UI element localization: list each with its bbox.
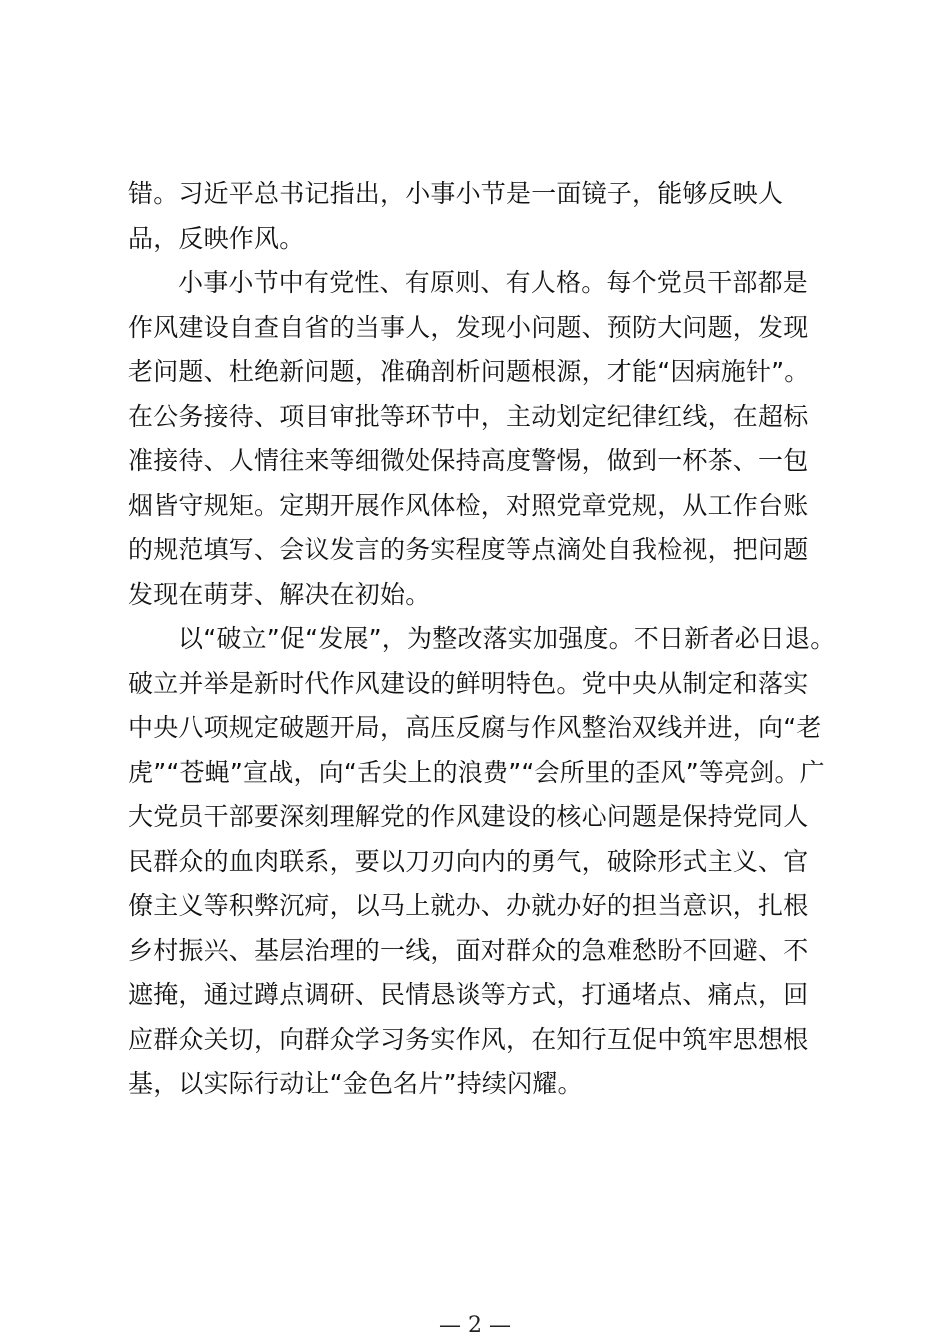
text-line: 烟皆守规矩。定期开展作风体检，对照党章党规，从工作台账 — [128, 490, 809, 520]
text-line: 品，反映作风。 — [128, 223, 305, 253]
text-line: 中央八项规定破题开局，高压反腐与作风整治双线并进，向“老 — [128, 713, 822, 742]
text-line: 发现在萌芽、解决在初始。 — [128, 579, 431, 609]
text-line: 破立并举是新时代作风建设的鲜明特色。党中央从制定和落实 — [128, 668, 809, 698]
text-line: 老问题、杜绝新问题，准确剖析问题根源，才能“因病施针”。 — [128, 357, 810, 386]
text-line: 的规范填写、会议发言的务实程度等点滴处自我检视，把问题 — [128, 535, 809, 564]
text-line: 作风建设自查自省的当事人，发现小问题、预防大问题，发现 — [128, 312, 809, 342]
text-line: 僚主义等积弊沉疴，以马上就办、办就办好的担当意识，扎根 — [128, 891, 809, 920]
page-number: — 2 — — [439, 1313, 511, 1338]
text-line: 大党员干部要深刻理解党的作风建设的核心问题是保持党同人 — [128, 802, 809, 831]
text-line: 错。习近平总书记指出，小事小节是一面镜子，能够反映人 — [128, 179, 784, 208]
text-line: 遮掩，通过蹲点调研、民情恳谈等方式，打通堵点、痛点，回 — [128, 980, 809, 1009]
body-text — [128, 172, 836, 1107]
text-line: 准接待、人情往来等细微处保持高度警惕，做到一杯茶、一包 — [128, 446, 809, 475]
text-line: 基，以实际行动让“金色名片”持续闪耀。 — [128, 1069, 583, 1098]
text-line: 以“破立”促“发展”，为整改落实加强度。不日新者必日退。 — [178, 624, 836, 653]
paragraph-2 — [128, 261, 818, 617]
text-line: 应群众关切，向群众学习务实作风，在知行互促中筑牢思想根 — [128, 1024, 809, 1054]
text-line: 小事小节中有党性、有原则、有人格。每个党员干部都是 — [178, 268, 809, 297]
text-line: 民群众的血肉联系，要以刀刃向内的勇气，破除形式主义、官 — [128, 846, 809, 876]
text-line: 虎”“苍蝇”宣战，向“舌尖上的浪费”“会所里的歪风”等亮剑。广 — [128, 757, 825, 787]
text-line: 乡村振兴、基层治理的一线，面对群众的急难愁盼不回避、不 — [128, 935, 809, 965]
text-line: 在公务接待、项目审批等环节中，主动划定纪律红线，在超标 — [128, 401, 809, 431]
paragraph-1 — [128, 172, 818, 261]
paragraph-3 — [128, 617, 836, 1107]
